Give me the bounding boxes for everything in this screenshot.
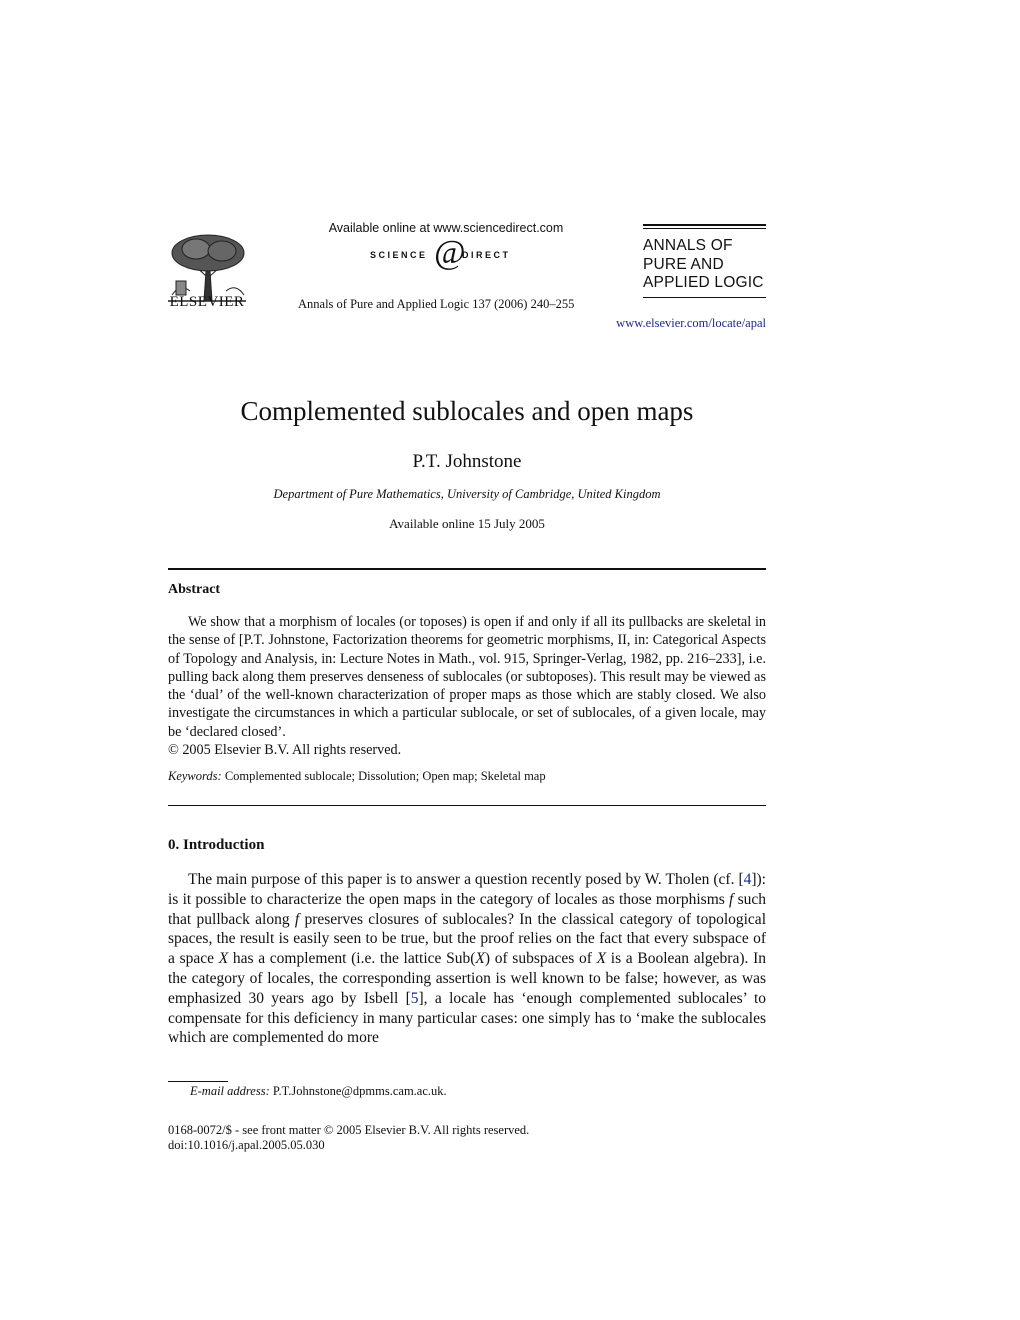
reference-link[interactable]: 4 xyxy=(743,871,752,888)
text-run: has a complement (i.e. the lattice Sub( xyxy=(228,950,476,968)
text-run: ], a locale has ‘enough complemented sublocales’ to compensate for this deficiency in many particular cases: one simply has to ‘make the sublocales which are complemented do more xyxy=(168,989,767,1047)
available-date: Available online 15 July 2005 xyxy=(389,516,545,531)
divider xyxy=(168,568,766,570)
math-symbol: f xyxy=(294,910,300,928)
text-run: such that pullback along xyxy=(168,890,766,928)
footnote-rule xyxy=(168,1081,228,1082)
divider xyxy=(168,805,766,806)
reference-link[interactable]: 5 xyxy=(410,989,419,1007)
paragraph xyxy=(168,870,766,1048)
copyright-notice: © 2005 Elsevier B.V. All rights reserved. xyxy=(168,742,402,758)
journal-name-line: ANNALS OF xyxy=(643,237,733,254)
text-run: ]): is it possible to characterize the open maps in the category of locales as those morphisms xyxy=(168,871,766,908)
keywords-label: Keywords: xyxy=(168,769,222,783)
math-symbol: X xyxy=(596,950,607,968)
text-run: preserves closures of sublocales? In the classical category of topological spaces, the result is easily seen to be true, but the proof relies on the fact that every subspace of a space xyxy=(168,910,766,968)
abstract-body xyxy=(168,613,766,741)
doi-line: doi:10.1016/j.apal.2005.05.030 xyxy=(168,1138,325,1152)
journal-citation: Annals of Pure and Applied Logic 137 (2006) 240–255 xyxy=(298,297,575,311)
section-heading: 0. Introduction xyxy=(168,837,265,853)
text-run: ) of subspaces of xyxy=(484,950,597,968)
introduction-body xyxy=(168,870,766,1048)
author-affiliation: Department of Pure Mathematics, University of Cambridge, United Kingdom xyxy=(273,487,661,501)
abstract-heading: Abstract xyxy=(168,582,221,597)
journal-name xyxy=(643,237,766,293)
journal-masthead xyxy=(643,224,766,300)
sd-logo-left: SCIENCE xyxy=(370,250,428,260)
text-run: The main purpose of this paper is to answer a question recently posed by W. Tholen (cf. [ xyxy=(188,871,744,888)
keywords-list: Complemented sublocale; Dissolution; Open map; Skeletal map xyxy=(224,769,546,783)
sd-logo-right: DIRECT xyxy=(462,250,511,260)
sciencedirect-logo xyxy=(368,234,524,272)
masthead-rule xyxy=(643,228,766,230)
abstract-text: We show that a morphism of locales (or toposes) is open if and only if all its pullbacks are skeletal in the sense of [P.T. Johnstone, Factorization theorems for geometric morphisms, II, in: Categorical Aspects of Topology and Analysis, in: Lecture Notes in Math., vol. 915, Springer-Verlag, 1982, pp. 216–233], i.e. pulling back along them preserves denseness of sublocales (or subtoposes). This result may be viewed as the ‘dual’ of the well-known characterization of proper maps as those which are stably closed. We also investigate the circumstances in which a particular sublocale, or set of sublocales, of a given locale, may be ‘declared closed’. xyxy=(168,614,766,740)
keywords xyxy=(168,769,546,784)
journal-name-line: PURE AND xyxy=(643,255,724,273)
math-symbol: X xyxy=(218,950,229,968)
journal-name-line: APPLIED LOGIC xyxy=(643,274,764,291)
at-sign-icon: @ xyxy=(434,234,466,271)
issn-line: 0168-0072/$ - see front matter © 2005 Elsevier B.V. All rights reserved. xyxy=(168,1123,530,1137)
email-label: E-mail address: xyxy=(190,1084,270,1098)
math-symbol: f xyxy=(729,890,734,908)
masthead-rule xyxy=(643,297,766,299)
article-title: Complemented sublocales and open maps xyxy=(240,396,694,426)
masthead-rule xyxy=(643,224,766,226)
email-address: P.T.Johnstone@dpmms.cam.ac.uk. xyxy=(272,1084,447,1098)
available-online-text: Available online at www.sciencedirect.com xyxy=(328,221,564,235)
math-symbol: X xyxy=(475,950,485,968)
journal-url-link[interactable]: www.elsevier.com/locate/apal xyxy=(616,316,766,330)
text-run: is a Boolean algebra). In the category of locales, the corresponding assertion is well known to be false; however, as was emphasized 30 years ago by Isbell [ xyxy=(168,950,766,1007)
footnote-email xyxy=(190,1084,447,1099)
author-name: P.T. Johnstone xyxy=(412,451,522,472)
publisher-name: ELSEVIER xyxy=(169,294,245,310)
